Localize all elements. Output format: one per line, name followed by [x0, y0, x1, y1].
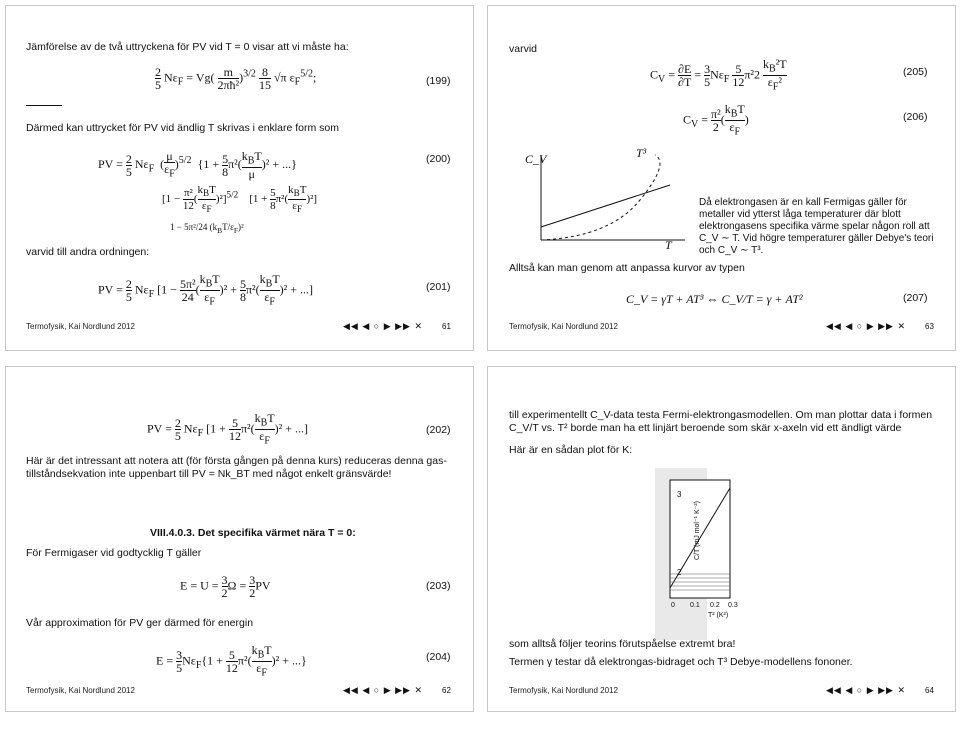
slide62-heading: VIII.4.0.3. Det specifika värmet nära T = 0: [150, 527, 356, 539]
slide63-page: 63 [925, 322, 934, 331]
slide64-nav[interactable]: ◀◀ ◀ ○ ▶ ▶▶ ✕ [826, 685, 907, 695]
slide63-nav[interactable]: ◀◀ ◀ ○ ▶ ▶▶ ✕ [826, 321, 907, 331]
slide61-n201: (201) [426, 281, 451, 293]
graph-ytick-2: 2 [677, 568, 682, 577]
slide62-n203: (203) [426, 580, 451, 592]
slide63-plot-note: Då elektrongasen är en kall Fermigas gäller för metaller vid ytterst låga temperaturer där blott elektrongasens specifika värme spelar någon roll att C_V ∼ T. Vid högre temperaturer gäller Debye's teori och C_V ∼ T³. [699, 197, 934, 256]
plot-xlabel: T [665, 238, 672, 252]
slide63-eq206: $C_V$ = $\frac{\text{π²}}{2}$ ( $\frac{k_BT}{\varepsilon_F}$ ) [683, 102, 749, 138]
slide62-footer: Termofysik, Kai Nordlund 2012 [26, 686, 135, 695]
slide61-eq201: PV = $\frac{2}{5}$ $N\varepsilon_F$ [1 − $\frac{\text{5π²}}{24}$ ( $\frac{k_BT}{\varepsilon_F}$ )² + $\frac{5}{8}$ π²( $\frac{k_BT}{\varepsilon_F}$ )² + ...] [98, 272, 314, 308]
slide61-text2: Därmed kan uttrycket för PV vid ändlig T skrivas i enklare form som [26, 122, 339, 134]
slide63-n205: (205) [903, 66, 928, 78]
slide63-n206: (206) [903, 111, 928, 123]
slide61-eq200: PV = $\frac{2}{5}$ $N\varepsilon_F$ ( $\frac{\mu}{\varepsilon_F}$ )$^{5/2}$ {1 + $\frac{5}{8}$ π²( $\frac{k_BT}{\mu}$ )² + ...} [98, 149, 297, 182]
slide61-eq199: $\frac{2}{5}$ $N\varepsilon_F = Vg$( $\frac{m}{\text{2πħ²}}$ )$^{3/2}$ $\frac{8}{15}$ √π $\varepsilon_F^{5/2}$; [155, 65, 317, 92]
slide61-nav[interactable]: ◀◀ ◀ ○ ▶ ▶▶ ✕ [343, 321, 424, 331]
slide62-text1: Här är det intressant att notera att (för första gången på denna kurs) reduceras denna gas-tillståndsekvation inte uppenbart till PV = Nk_BT med något enkelt gränsvärde! [26, 455, 447, 480]
slide64-page: 64 [925, 686, 934, 695]
graph-xtick-2: 0.2 [710, 602, 720, 609]
slide61-intro: Jämförelse av de två uttryckena för PV vid T = 0 visar att vi måste ha: [26, 41, 349, 53]
slide62-text2: För Fermigaser vid godtycklig T gäller [26, 547, 202, 559]
slide64-text4: Termen γ testar då elektrongas-bidraget och T³ Debye-modellens fononer. [509, 656, 853, 668]
slide64-footer: Termofysik, Kai Nordlund 2012 [509, 686, 618, 695]
slide61-text3: varvid till andra ordningen: [26, 246, 150, 258]
slide61-eq200-sub: [1 − $\frac{\text{π²}}{12}$ ( $\frac{k_BT}{\varepsilon_F}$ )²]$^{5/2}$ [1 + $\frac{5}{8}$ π²( $\frac{k_BT}{\varepsilon_F}$ )²] [162, 184, 318, 215]
graph-ylabel: C/T (mJ mol⁻¹ K⁻²) [694, 501, 701, 560]
slide63-eq207: C_V = γT + AT³ ⇔ C_V/T = γ + AT² [626, 292, 803, 306]
slide63-intro: varvid [509, 43, 538, 55]
graph-xtick-1: 0.1 [690, 602, 700, 609]
slide61-rule [26, 105, 62, 106]
graph-xtick-0: 0 [671, 602, 675, 609]
plot-curve-label: T³ [636, 146, 647, 160]
graph-xtick-3: 0.3 [728, 602, 738, 609]
slide62-eq203: E = U = $\frac{3}{2}$ Ω = $\frac{3}{2}$ PV [180, 573, 271, 600]
slide62-n202: (202) [426, 424, 451, 436]
slide62-nav[interactable]: ◀◀ ◀ ○ ▶ ▶▶ ✕ [343, 685, 424, 695]
graph-xlabel: T² (K²) [708, 612, 729, 619]
slide62-n204: (204) [426, 651, 451, 663]
slide64-text2: Här är en sådan plot för K: [509, 444, 633, 456]
slide61-footer: Termofysik, Kai Nordlund 2012 [26, 322, 135, 331]
plot-ylabel: C_V [525, 152, 547, 166]
slide61-n199: (199) [426, 75, 451, 87]
slide64-text3: som alltså följer teorins förutspåelse extremt bra! [509, 638, 736, 650]
slide62-text3: Vår approximation för PV ger därmed för energin [26, 617, 254, 629]
slide63-eq205: $C_V$ = $\frac{\partial E}{\partial T}$ = $\frac{3}{5}$ $N\varepsilon_F$ $\frac{5}{12}$ π²2 $\frac{k_B^2T}{\varepsilon_F^2}$ [650, 57, 787, 93]
slide61-page: 61 [442, 322, 451, 331]
slide63-footer: Termofysik, Kai Nordlund 2012 [509, 322, 618, 331]
slide61-n200: (200) [426, 153, 451, 165]
graph-ytick-3: 3 [677, 490, 682, 499]
slide62-page: 62 [442, 686, 451, 695]
slide63-n207: (207) [903, 292, 928, 304]
slide62-eq204: E = $\frac{3}{5}$ $N\varepsilon_F\{1$ + $\frac{5}{12}$ π²( $\frac{k_BT}{\varepsilon_F}$ )² + ...} [156, 643, 307, 679]
plot-linear-line [541, 185, 670, 227]
slide63-text2: Alltså kan man genom att anpassa kurvor av typen [509, 262, 745, 274]
slide61-eq200-sub2: 1 − 5π²/24 $(k_BT/\varepsilon_F)^2$ [170, 222, 244, 235]
slide64-text1: till experimentellt C_V-data testa Fermi-elektrongasmodellen. Om man plottar data i formen C_V/T vs. T² borde man ha ett linjärt beroende som skär x-axeln vid ett ändligt värde [509, 409, 933, 434]
plot-t3-curve [541, 155, 660, 240]
slide62-eq202: PV = $\frac{2}{5}$ $N\varepsilon_F$ [1 + $\frac{5}{12}$ π²( $\frac{k_BT}{\varepsilon_F}$ )² + ...] [147, 411, 308, 447]
